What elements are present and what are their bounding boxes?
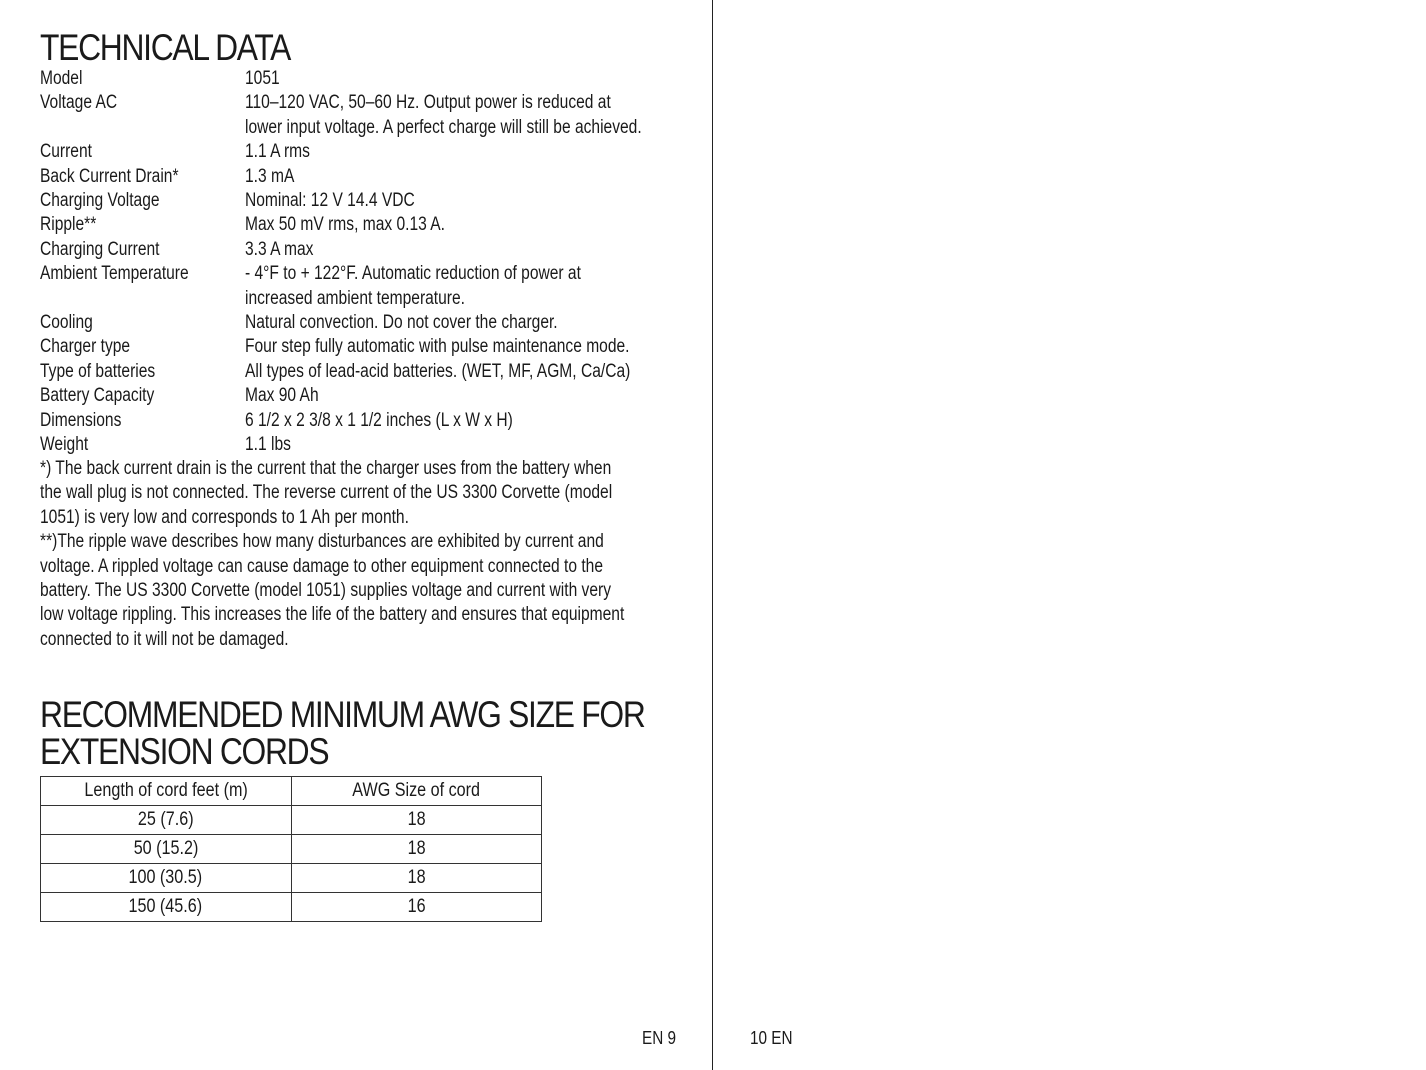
awg-header-cell: Length of cord feet (m)	[41, 777, 292, 806]
awg-heading	[40, 696, 645, 770]
spec-row	[40, 360, 700, 384]
spec-row	[40, 311, 700, 335]
table-row	[41, 864, 542, 893]
footnote-line: battery. The US 3300 Corvette (model 1051) supplies voltage and current with very	[40, 580, 612, 602]
spec-row	[40, 262, 700, 311]
awg-table-header-row	[41, 777, 542, 806]
spec-value: Nominal: 12 V 14.4 VDC	[245, 190, 415, 212]
spec-row	[40, 384, 700, 408]
table-row	[41, 893, 542, 922]
footnote-line: low voltage rippling. This increases the life of the battery and ensures that equipment	[40, 604, 625, 626]
awg-cell: 50 (15.2)	[41, 835, 292, 864]
spec-label: Current	[40, 141, 92, 163]
awg-cell: 18	[291, 835, 541, 864]
awg-cell: 18	[291, 864, 541, 893]
spec-value: 110–120 VAC, 50–60 Hz. Output power is reduced at lower input voltage. A perfect charge will still be achieved.	[245, 92, 642, 138]
spec-label: Ripple**	[40, 214, 97, 236]
spec-value: Max 50 mV rms, max 0.13 A.	[245, 214, 446, 236]
awg-table	[40, 776, 542, 922]
awg-heading-line: RECOMMENDED MINIMUM AWG SIZE FOR	[40, 694, 645, 735]
spec-label: Type of batteries	[40, 360, 156, 382]
awg-cell: 100 (30.5)	[41, 864, 292, 893]
table-row	[41, 806, 542, 835]
spec-value: 1051	[245, 68, 280, 89]
footnote-line: *) The back current drain is the current that the charger uses from the battery when	[40, 458, 612, 479]
spec-row	[40, 165, 700, 189]
spec-value: Natural convection. Do not cover the charger.	[245, 312, 558, 334]
spec-row	[40, 409, 700, 433]
page-number-left: EN 9	[642, 1028, 677, 1048]
spec-value: All types of lead-acid batteries. (WET, MF, AGM, Ca/Ca)	[245, 360, 631, 382]
spec-label: Charger type	[40, 336, 131, 358]
awg-cell: 18	[291, 806, 541, 835]
spec-label: Weight	[40, 434, 89, 456]
spec-row	[40, 213, 700, 237]
footnote-line: connected to it will not be damaged.	[40, 628, 289, 650]
spec-value: 6 1/2 x 2 3/8 x 1 1/2 inches (L x W x H)	[245, 409, 513, 431]
footnote-line: the wall plug is not connected. The reverse current of the US 3300 Corvette (model	[40, 482, 613, 504]
spec-label: Charging Voltage	[40, 190, 160, 212]
spec-label: Voltage AC	[40, 92, 118, 114]
spec-row	[40, 67, 700, 91]
spec-table	[40, 67, 700, 458]
spec-value: 3.3 A max	[245, 238, 314, 260]
awg-cell: 25 (7.6)	[41, 806, 292, 835]
awg-heading-line: EXTENSION CORDS	[40, 731, 329, 772]
footnote-line: voltage. A rippled voltage can cause damage to other equipment connected to the	[40, 555, 604, 577]
spec-label: Back Current Drain*	[40, 165, 179, 187]
spec-value: Four step fully automatic with pulse maintenance mode.	[245, 336, 630, 358]
left-page	[40, 0, 700, 1070]
spec-label: Dimensions	[40, 409, 122, 431]
spec-label: Ambient Temperature	[40, 263, 189, 285]
spec-row	[40, 433, 700, 457]
spec-value: 1.1 lbs	[245, 434, 291, 456]
spec-value: Max 90 Ah	[245, 385, 319, 407]
spec-value: 1.1 A rms	[245, 141, 310, 163]
spec-label: Model	[40, 68, 83, 89]
spec-row	[40, 189, 700, 213]
table-row	[41, 835, 542, 864]
footnotes	[40, 457, 700, 652]
footnote-line: 1051) is very low and corresponds to 1 Ah per month.	[40, 506, 409, 528]
awg-cell: 16	[291, 893, 541, 922]
technical-data-heading: TECHNICAL DATA	[40, 27, 291, 68]
spec-label: Battery Capacity	[40, 385, 155, 407]
spec-value: - 4°F to + 122°F. Automatic reduction of power at increased ambient temperature.	[245, 263, 581, 309]
awg-cell: 150 (45.6)	[41, 893, 292, 922]
spec-row	[40, 91, 700, 140]
page-divider	[712, 0, 713, 1070]
spec-row	[40, 238, 700, 262]
awg-header-cell: AWG Size of cord	[291, 777, 541, 806]
spec-label: Charging Current	[40, 238, 160, 260]
spec-row	[40, 140, 700, 164]
spec-value: 1.3 mA	[245, 165, 295, 187]
spec-row	[40, 335, 700, 359]
footnote-line: **)The ripple wave describes how many disturbances are exhibited by current and	[40, 531, 604, 553]
spec-label: Cooling	[40, 312, 93, 334]
page-number-right: 10 EN	[750, 1028, 793, 1048]
